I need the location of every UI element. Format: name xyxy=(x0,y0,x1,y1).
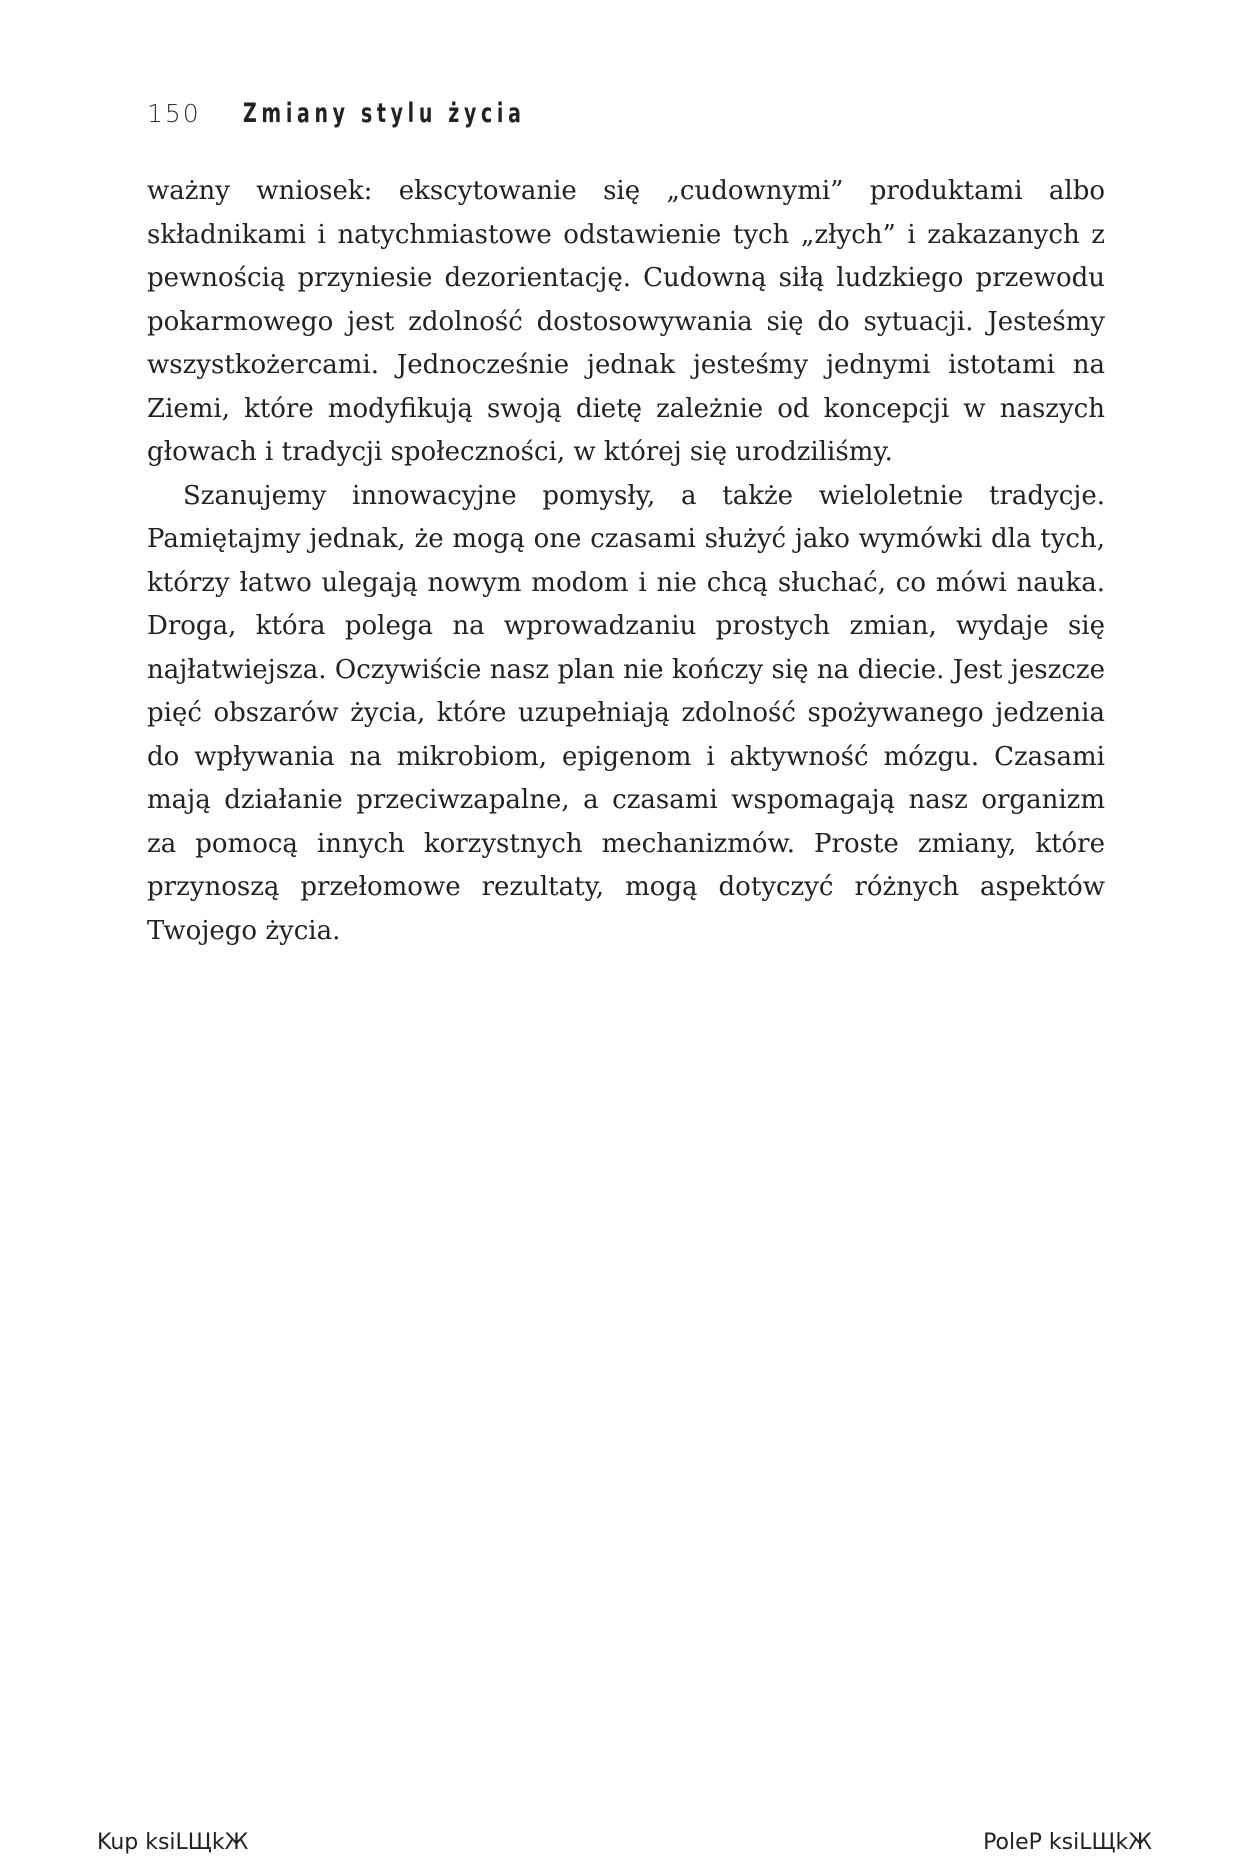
page-footer xyxy=(0,1830,1244,1870)
paragraph-1: ważny wniosek: ekscytowanie się „cudownymi” produktami albo składnikami i natychmiastowe odstawienie tych „złych” i zakazanych z pewnością przyniesie dezorientację. Cudowną siłą ludzkiego przewodu pokarmowego jest zdolność dostosowywania się do sytuacji. Jesteśmy wszystkożercami. Jednocześnie jednak jesteśmy jednymi istotami na Ziemi, które modyfikują swoją dietę zależnie od koncepcji w naszych głowach i tradycji społeczności, w której się urodziliśmy. xyxy=(147,176,1105,467)
body-text xyxy=(147,170,1105,953)
buy-book-link[interactable]: Kup ksiLЩkЖ xyxy=(97,1830,249,1855)
page-number: 150 xyxy=(147,99,201,128)
paragraph-2: Szanujemy innowacyjne pomysły, a także wieloletnie tradycje. Pamiętajmy jednak, że mogą one czasami służyć jako wymówki dla tych, którzy łatwo ulegają nowym modom i nie chcą słuchać, co mówi nauka. Droga, która polega na wprowadzaniu prostych zmian, wydaje się najłatwiejsza. Oczywiście nasz plan nie kończy się na diecie. Jest jeszcze pięć obszarów życia, które uzupełniają zdolność spożywanego jedzenia do wpływania na mikrobiom, epigenom i aktywność mózgu. Czasami mają działanie przeciwzapalne, a czasami wspomagają nasz organizm za pomocą innych korzystnych mechanizmów. Proste zmiany, które przynoszą przełomowe rezultaty, mogą dotyczyć różnych aspektów Twojego życia. xyxy=(147,480,1105,946)
page-header xyxy=(147,98,605,138)
running-title: Zmiany stylu życia xyxy=(242,98,526,129)
recommend-book-link[interactable]: PoleР ksiLЩkЖ xyxy=(983,1830,1152,1855)
